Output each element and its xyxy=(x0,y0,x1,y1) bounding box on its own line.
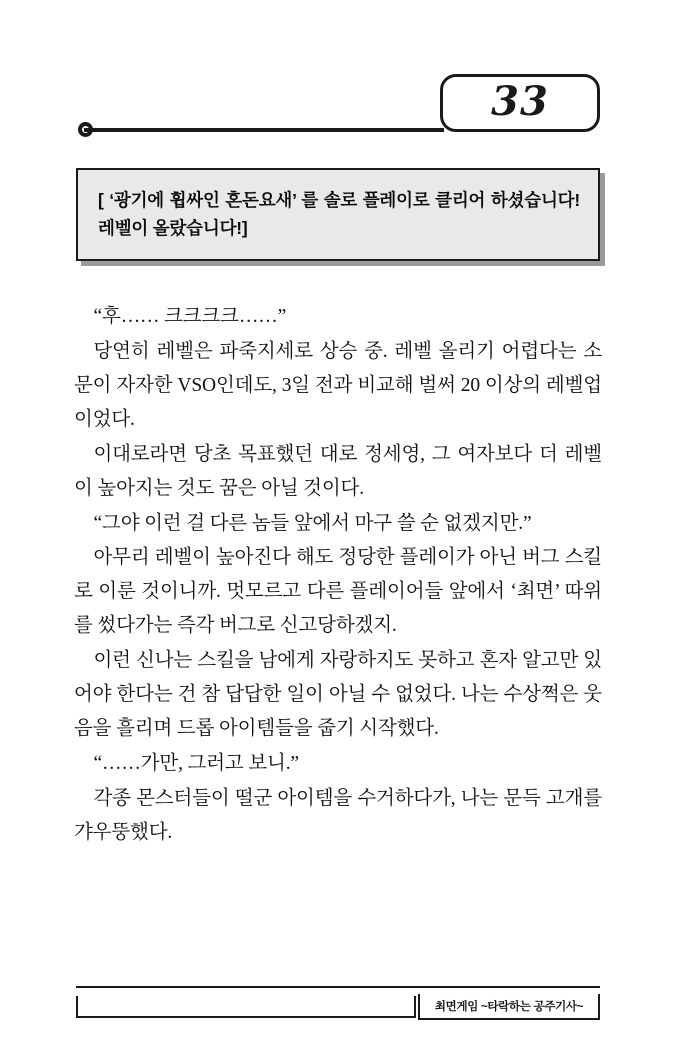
paragraph: 아무리 레벨이 높아진다 해도 정당한 플레이가 아닌 버그 스킬로 이룬 것이니까. 멋모르고 다른 플레이어들 앞에서 ‘최면’ 따위를 썼다가는 즉각 버그로 신고당하겠지. xyxy=(74,547,602,637)
paragraph: “그야 이런 걸 다른 놈들 앞에서 마구 쓸 순 없겠지만.” xyxy=(93,512,532,534)
page-number-badge xyxy=(440,74,600,132)
header-rule xyxy=(84,128,444,132)
page-number: 33 xyxy=(491,77,549,125)
paragraph: “……가만, 그러고 보니.” xyxy=(93,752,299,774)
body-text xyxy=(74,300,602,851)
paragraph: 이런 신나는 스킬을 남에게 자랑하지도 못하고 혼자 알고만 있어야 한다는 건 참 답답한 일이 아닐 수 없었다. 나는 수상쩍은 웃음을 흘리며 드롭 아이템들을 줍기 시작했다. xyxy=(74,650,602,740)
footer-title: 최면게임 ~타락하는 공주기사~ xyxy=(434,1001,584,1013)
footer-rule xyxy=(76,986,600,988)
system-message-box xyxy=(76,168,600,261)
paragraph: 당연히 레벨은 파죽지세로 상승 중. 레벨 올리기 어렵다는 소문이 자자한 VSO인데도, 3일 전과 비교해 벌써 20 이상의 레벨업이었다. xyxy=(74,340,602,430)
system-message-text: [ ‘광기에 휩싸인 혼돈요새’ 를 솔로 플레이로 클리어 하셨습니다! 레벨이 올랐습니다!] xyxy=(98,190,580,239)
footer-decoration-box xyxy=(76,996,416,1018)
paragraph: 각종 몬스터들이 떨군 아이템을 수거하다가, 나는 문득 고개를 갸우뚱했다. xyxy=(74,787,602,843)
footer-title-box xyxy=(418,994,600,1020)
paragraph: 이대로라면 당초 목표했던 대로 정세영, 그 여자보다 더 레벨이 높아지는 것도 꿈은 아닐 것이다. xyxy=(74,443,602,499)
paragraph: “후…… 크크크크……” xyxy=(93,306,287,327)
